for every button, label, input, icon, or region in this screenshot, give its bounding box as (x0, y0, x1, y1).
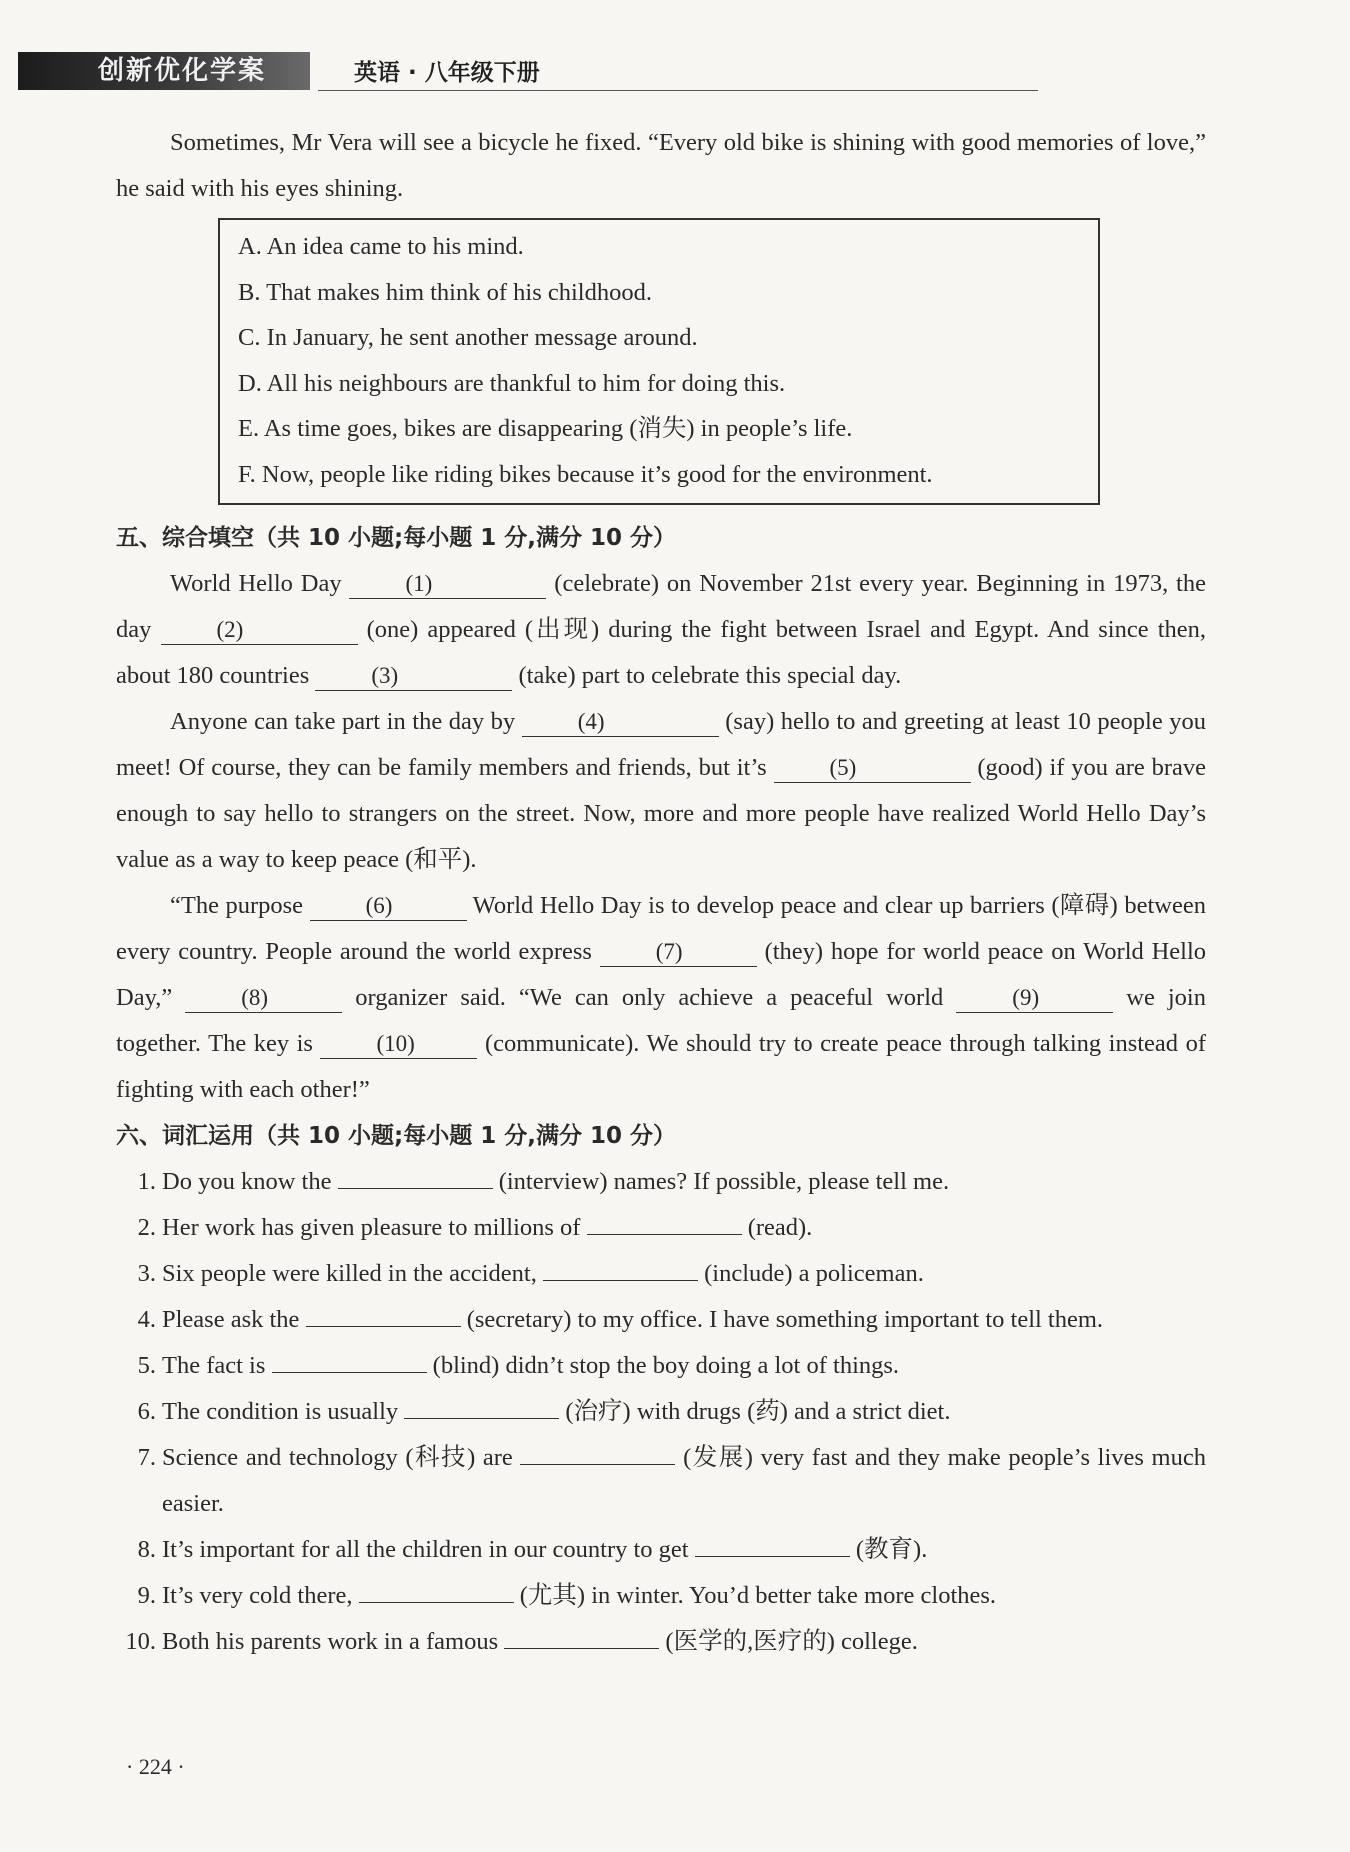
blank-7[interactable]: (7) (600, 938, 757, 967)
blank-6[interactable]: (6) (310, 892, 467, 921)
item-text: (教育). (849, 1536, 928, 1563)
vocab-list (116, 1159, 1206, 1665)
text: World Hello Day (170, 570, 350, 597)
item-text: (医学的,医疗的) college. (659, 1628, 918, 1655)
page-content (116, 120, 1206, 1665)
answer-blank[interactable] (587, 1208, 742, 1235)
text: (they) hope for world peace on World Hello Day,” (116, 938, 1206, 1011)
answer-blank[interactable] (695, 1530, 850, 1557)
option-a: A. An idea came to his mind. (238, 233, 524, 260)
options-box (218, 218, 1100, 505)
option-c: C. In January, he sent another message around. (238, 324, 698, 351)
item-text: Six people were killed in the accident, (162, 1260, 543, 1287)
answer-blank[interactable] (520, 1438, 675, 1465)
item-text: Science and technology (科技) are (162, 1444, 521, 1471)
brand-banner: 创新优化学案 (18, 52, 310, 90)
item-number: 5. (137, 1352, 156, 1379)
item-text: It’s important for all the children in our country to get (162, 1536, 695, 1563)
answer-blank[interactable] (504, 1622, 659, 1649)
page-header (18, 52, 1018, 92)
item-text: Please ask the (162, 1306, 306, 1333)
vocab-item (116, 1619, 1206, 1665)
blank-8[interactable]: (8) (185, 984, 342, 1013)
item-text: (include) a policeman. (697, 1260, 924, 1287)
blank-4[interactable]: (4) (522, 708, 719, 737)
text: (celebrate) on November 21st every year. Beginning in 1973, the day (116, 570, 1206, 643)
option-e: E. As time goes, bikes are disappearing (消失) in people’s life. (238, 415, 853, 442)
header-rule (318, 90, 1038, 91)
item-text: Her work has given pleasure to millions of (162, 1214, 587, 1241)
item-number: 10. (125, 1628, 156, 1655)
text: (one) appeared (出现) during the fight between Israel and Egypt. And since then, about 180 countries (116, 616, 1207, 689)
answer-blank[interactable] (272, 1346, 427, 1373)
answer-blank[interactable] (404, 1392, 559, 1419)
item-number: 9. (137, 1582, 156, 1609)
item-text: (blind) didn’t stop the boy doing a lot of things. (426, 1352, 900, 1379)
item-text: (尤其) in winter. You’d better take more clothes. (513, 1582, 997, 1609)
blank-9[interactable]: (9) (956, 984, 1113, 1013)
cloze-paragraph-3 (116, 883, 1206, 1113)
section5-title: 五、综合填空（共 10 小题;每小题 1 分,满分 10 分） (116, 525, 676, 551)
item-text: Both his parents work in a famous (162, 1628, 505, 1655)
item-text: Do you know the (162, 1168, 338, 1195)
passage-end-paragraph: Sometimes, Mr Vera will see a bicycle he fixed. “Every old bike is shining with good memories of love,” he said with his eyes shining. (116, 129, 1206, 202)
text: we join together. The key is (116, 984, 1206, 1057)
item-number: 4. (137, 1306, 156, 1333)
item-number: 7. (137, 1444, 156, 1471)
answer-blank[interactable] (359, 1576, 514, 1603)
item-text: (secretary) to my office. I have something important to tell them. (460, 1306, 1104, 1333)
text: (say) hello to and greeting at least 10 people you meet! Of course, they can be family members and friends, but it’s (116, 708, 1206, 781)
option-b: B. That makes him think of his childhood. (238, 278, 652, 306)
text: “The purpose (170, 892, 310, 919)
item-text: (read). (741, 1214, 813, 1241)
item-number: 3. (137, 1260, 156, 1287)
text: (communicate). We should try to create peace through talking instead of fighting with each other!” (116, 1030, 1206, 1103)
vocab-item (116, 1527, 1206, 1573)
blank-5[interactable]: (5) (774, 754, 971, 783)
vocab-item (116, 1389, 1206, 1435)
answer-blank[interactable] (543, 1254, 698, 1281)
item-number: 8. (137, 1536, 156, 1563)
answer-blank[interactable] (338, 1162, 493, 1189)
text: (take) part to celebrate this special day. (512, 662, 902, 689)
text: Anyone can take part in the day by (170, 708, 522, 735)
item-number: 2. (137, 1214, 156, 1241)
vocab-item (116, 1573, 1206, 1619)
text: organizer said. “We can only achieve a peaceful world (342, 984, 957, 1011)
cloze-paragraph-1 (116, 561, 1206, 699)
section6-title: 六、词汇运用（共 10 小题;每小题 1 分,满分 10 分） (116, 1123, 676, 1149)
blank-1[interactable]: (1) (349, 570, 546, 599)
item-text: (interview) names? If possible, please tell me. (492, 1168, 950, 1195)
item-text: (发展) very fast and they make people’s lives much easier. (162, 1444, 1206, 1517)
book-title: 英语 · 八年级下册 (354, 60, 540, 86)
item-text: (治疗) with drugs (药) and a strict diet. (559, 1398, 951, 1425)
text: (good) if you are brave enough to say hello to strangers on the street. Now, more and more people have realized World Hello Day’s value as a way to keep peace (和平). (116, 754, 1206, 873)
text: World Hello Day is to develop peace and clear up barriers (障碍) between every country. People around the world express (116, 892, 1206, 965)
blank-2[interactable]: (2) (161, 616, 358, 645)
vocab-item (116, 1435, 1206, 1527)
item-number: 1. (137, 1168, 156, 1195)
blank-3[interactable]: (3) (315, 662, 512, 691)
answer-blank[interactable] (306, 1300, 461, 1327)
vocab-item (116, 1159, 1206, 1205)
page-number: · 224 · (126, 1754, 185, 1779)
blank-10[interactable]: (10) (320, 1030, 477, 1059)
option-f: F. Now, people like riding bikes because it’s good for the environment. (238, 460, 933, 488)
item-text: The condition is usually (162, 1398, 405, 1425)
option-d: D. All his neighbours are thankful to him for doing this. (238, 369, 786, 397)
item-number: 6. (137, 1398, 156, 1425)
vocab-item (116, 1205, 1206, 1251)
item-text: It’s very cold there, (162, 1582, 359, 1609)
cloze-paragraph-2 (116, 699, 1206, 883)
vocab-item (116, 1251, 1206, 1297)
vocab-item (116, 1343, 1206, 1389)
vocab-item (116, 1297, 1206, 1343)
item-text: The fact is (162, 1352, 272, 1379)
